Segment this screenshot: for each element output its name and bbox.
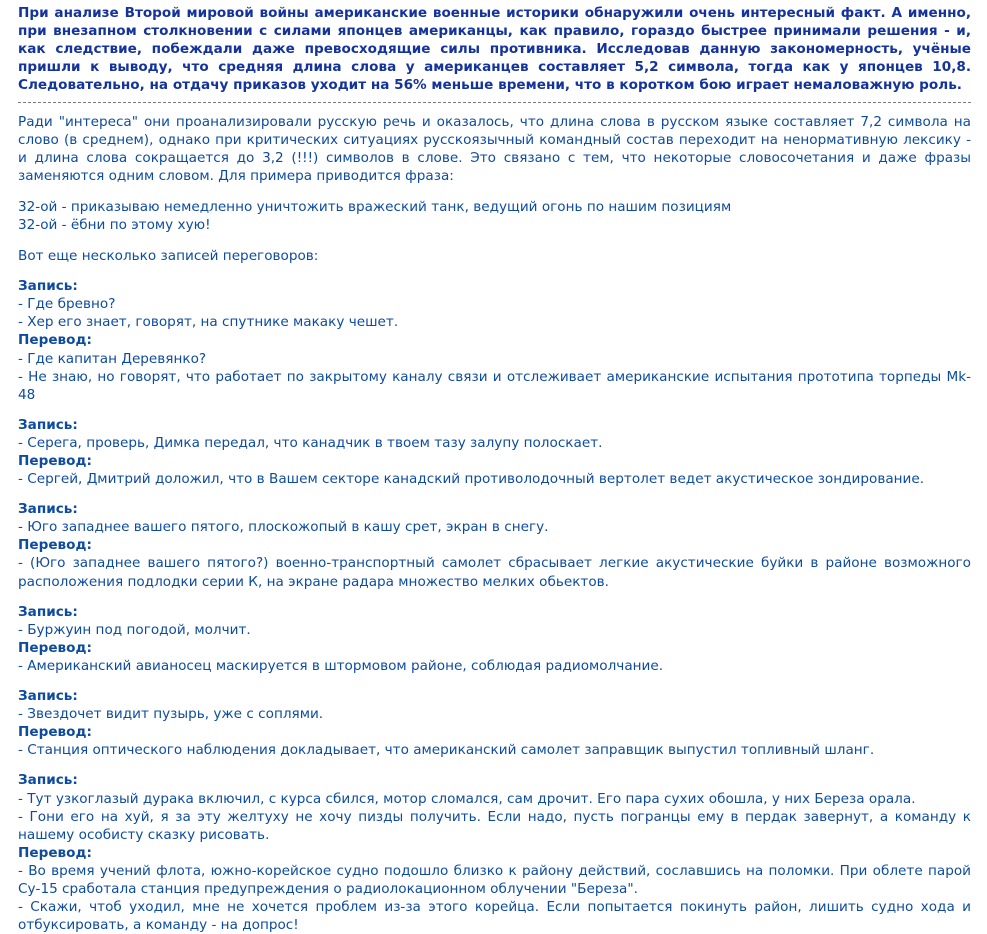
record-line: - Гони его на хуй, я за эту желтуху не хочу пизды получить. Если надо, пусть погранцы ему в пердак завернут, а команду к нашему особисту сказку рисовать. [18, 808, 971, 843]
translation-line: - Где капитан Деревянко? [18, 350, 207, 367]
record-label: Запись: [18, 603, 78, 620]
record-line: - Хер его знает, говорят, на спутнике макаку чешет. [18, 314, 399, 331]
translation-line: - Американский авианосец маскируется в штормовом районе, соблюдая радиомолчание. [18, 657, 664, 674]
translation-line: - Скажи, чтоб уходил, мне не хочется проблем из-за этого корейца. Если попытается покинуть район, лишить судно хода и отбуксировать, а команду - на допрос! [18, 899, 971, 934]
example-line: 32-ой - ёбни по этому хую! [18, 216, 211, 233]
record-label: Запись: [18, 416, 78, 433]
translation-line: - Сергей, Дмитрий доложил, что в Вашем секторе канадский противолодочный вертолет ведет акустическое зондирование. [18, 471, 925, 488]
translation-label: Перевод: [18, 639, 92, 656]
translation-label: Перевод: [18, 332, 92, 349]
record-block [18, 687, 971, 759]
translation-label: Перевод: [18, 537, 92, 554]
example-line: 32-ой - приказываю немедленно уничтожить вражеский танк, ведущий огонь по нашим позициям [18, 198, 732, 215]
record-block [18, 500, 971, 590]
record-block [18, 771, 971, 934]
record-line: - Юго западнее вашего пятого, плоскожопый в кашу срет, экран в снегу. [18, 519, 549, 536]
translation-label: Перевод: [18, 844, 92, 861]
record-line: - Буржуин под погодой, молчит. [18, 621, 251, 638]
record-line: - Звездочет видит пузырь, уже с соплями. [18, 706, 324, 723]
intro-paragraph: При анализе Второй мировой войны американские военные историки обнаружили очень интересный факт. А именно, при внезапном столкновении с силами японцев американцы, как правило, гораздо быстрее принимали решения - и, как следствие, побеждали даже превосходящие силы противника. Исследовав данную закономерность, учёные пришли к выводу, что средняя длина слова у американцев составляет 5,2 символа, тогда как у японцев 10,8. Следовательно, на отдачу приказов уходит на 56% меньше времени, что в коротком бою играет немаловажную роль. [18, 5, 971, 93]
article-body [18, 113, 971, 934]
translation-label: Перевод: [18, 724, 92, 741]
record-label: Запись: [18, 501, 78, 518]
example-phrase [18, 198, 971, 234]
translation-line: - Не знаю, но говорят, что работает по закрытому каналу связи и отслеживает американские испытания прототипа торпеды Mk-48 [18, 368, 971, 403]
records-list [18, 277, 971, 934]
record-line: - Серега, проверь, Димка передал, что канадчик в твоем тазу залупу полоскает. [18, 434, 603, 451]
translation-label: Перевод: [18, 453, 92, 469]
record-label: Запись: [18, 688, 78, 705]
record-line: - Тут узкоглазый дурака включил, с курса сбился, мотор сломался, сам дрочит. Его пара сухих обошла, у них Береза орала. [18, 790, 916, 807]
record-block [18, 277, 971, 404]
record-block [18, 603, 971, 675]
dashed-divider [18, 102, 971, 103]
translation-line: - (Юго западнее вашего пятого?) военно-транспортный самолет сбрасывает легкие акустические буйки в районе возможного расположения подлодки серии К, на экране радара множество мелких обьектов. [18, 555, 971, 590]
record-block [18, 416, 971, 488]
analysis-paragraph: Ради "интереса" они проанализировали русскую речь и оказалось, что длина слова в русском языке составляет 7,2 символа на слово (в среднем), однако при критических ситуациях русскоязычный командный состав переходит на ненормативную лексику - и длина слова сокращается до 3,2 (!!!) символов в слове. Это связано с тем, что некоторые словосочетания и даже фразы заменяются одним словом. Для примера приводится фраза: [18, 114, 971, 185]
record-label: Запись: [18, 278, 78, 295]
record-line: - Где бревно? [18, 296, 116, 313]
translation-line: - Во время учений флота, южно-корейское судно подошло близко к району действий, сославшись на поломки. При облете парой Су-15 сработала станция предупреждения о радиолокационном облучении "Береза". [18, 862, 971, 897]
translation-line: - Станция оптического наблюдения докладывает, что американский самолет заправщик выпустил топливный шланг. [18, 742, 875, 759]
record-label: Запись: [18, 772, 78, 789]
records-intro: Вот еще несколько записей переговоров: [18, 247, 319, 264]
